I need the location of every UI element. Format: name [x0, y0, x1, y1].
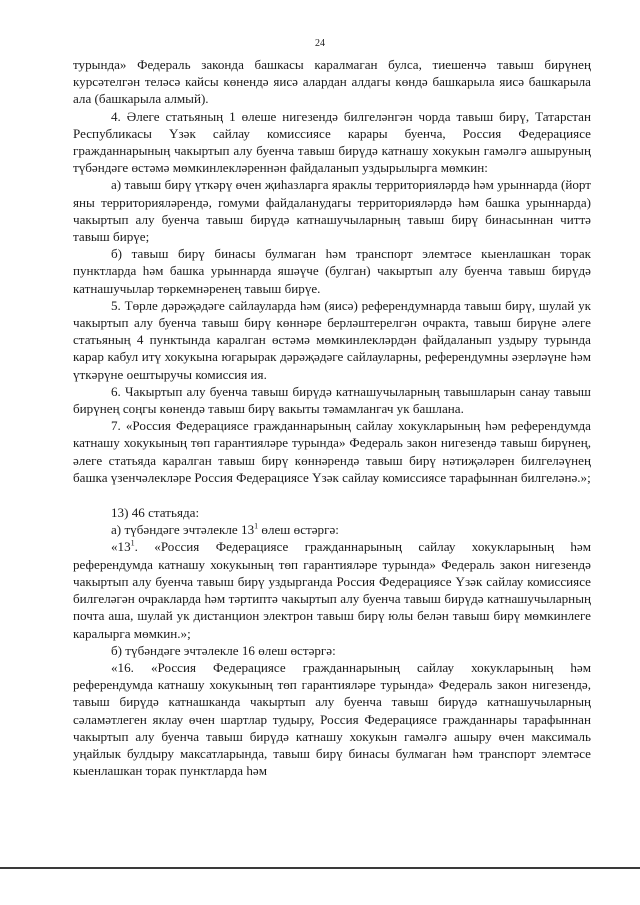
paragraph: 6. Чакыртып алу буенча тавыш бирүдә катнашучыларның тавышларын санау тавыш бирүнең соңгы көнендә тавыш бирү вакыты тәмамлангач ук башлана. [73, 383, 591, 417]
paragraph: 7. «Россия Федерациясе гражданнарының сайлау хокукларының һәм референдумда катнашу хокукының төп гарантияләре турында» Федераль закон нигезендә тавыш бирүнең, әлеге статьяда каралган тавыш бирү көннәрендә тавыш бирү нәтиҗәләрен билгеләүнең башка үзенчәлекләре Россия Федерациясе Үзәк сайлау комиссиясе тарафыннан билгеләнә.»; [73, 418, 591, 485]
paragraph: 5. Төрле дәрәҗәдәге сайлауларда һәм (яисә) референдумнарда тавыш бирү, шулай ук чакыртып алу буенча тавыш бирү көннәре берләштерелгән очракта, тавыш бирүне әлеге статьяның 4 пунктында каралган өстәмә мөмкинлекләрдән файдаланып уздыру турында карар кабул итү хокукына югарырак дәрәҗәдәге сайлауларны, референдумны әзерләүне һәм үткәрүне оештыручы комиссия ия. [73, 297, 591, 382]
paragraph [73, 521, 591, 538]
text-run: «13 [111, 539, 131, 555]
text-run: а) түбәндәге эчтәлекле 13 [111, 522, 255, 538]
paragraph-gap [73, 486, 591, 504]
page-number: 24 [315, 38, 325, 49]
paragraph: 13) 46 статьяда: [111, 505, 200, 521]
superscript: 1 [130, 539, 135, 549]
bottom-rule [0, 867, 640, 869]
document-body [73, 56, 591, 779]
paragraph: б) тавыш бирү бинасы булмаган һәм транспорт элемтәсе кыенлашкан торак пунктларда һәм башка урыннарда яшәүче (булган) чакыртып алу буенча тавыш бирүдә катнашучылар төркемнәренең тавыш бирүе. [73, 246, 591, 296]
text-run: . «Россия Федерациясе гражданнарының сайлау хокукларының һәм референдумда катнашу хокукының төп гарантияләре турында» Федераль закон нигезендә чакыртып алу буенча тавыш бирү уздырганда Россия Федерациясе Үзәк сайлау комиссиясе билгеләгән очракларда һәм тәртиптә чакыртып алу буенча тавыш бирүдә катнашучыларның почта аша, шулай ук дистанцион электрон тавыш бирү юлы белән тавыш бирү мөмкинлеге каралырга мөмкин.»; [73, 539, 591, 641]
paragraph: б) түбәндәге эчтәлекле 16 өлеш өстәргә: [111, 642, 336, 658]
superscript: 1 [254, 521, 259, 531]
paragraph: турында» Федераль законда башкасы каралмаган булса, тиешенчә тавыш бирүнең курсәтелгән теләсә кайсы көнендә яисә алардан алдагы көндә башкарыла яисә башкарыла ала (башкарыла алмый). [73, 57, 591, 107]
text-run: өлеш өстәргә: [261, 522, 339, 538]
paragraph: а) тавыш бирү үткәрү өчен җиһазларга яраклы территорияләрдә һәм урыннарда (йорт яны территорияләрендә, гомуми файдаланудагы территорияләрдә һәм башка урыннарда) чакыртып алу буенча тавыш бирүдә катнашучыларның тавыш бирү бинасыннан читтә тавыш бирүе; [73, 177, 591, 245]
paragraph: 4. Әлеге статьяның 1 өлеше нигезендә билгеләнгән чорда тавыш бирү, Татарстан Республикасы Үзәк сайлау комиссиясе карары буенча, Россия Федерациясе гражданнарының чакыртып алу буенча тавыш бирүдә катнашу хокукын гамәлгә ашыруның түбәндәге өстәмә мөмкинлекләреннән файдаланып уздырылырга мөмкин: [73, 108, 591, 176]
paragraph [73, 538, 591, 641]
paragraph: «16. «Россия Федерациясе гражданнарының сайлау хокукларының һәм референдумда катнашу хокукының төп гарантияләре турында» Федераль закон нигезендә, тавыш бирүдә катнашканда чакыртып алу буенча тавыш бирүдә катнашучыларның сәламәтлеген яклау өчен шартлар тудыру, Россия Федерациясе гражданнары тарафыннан чакыртып алу буенча тавыш бирүдә катнашу хокукын гамәлгә ашыру өчен максималь уңайлык булдыру максатларында, тавыш бирү бинасы булмаган һәм транспорт элемтәсе кыенлашкан торак пунктларда һәм [73, 659, 591, 779]
